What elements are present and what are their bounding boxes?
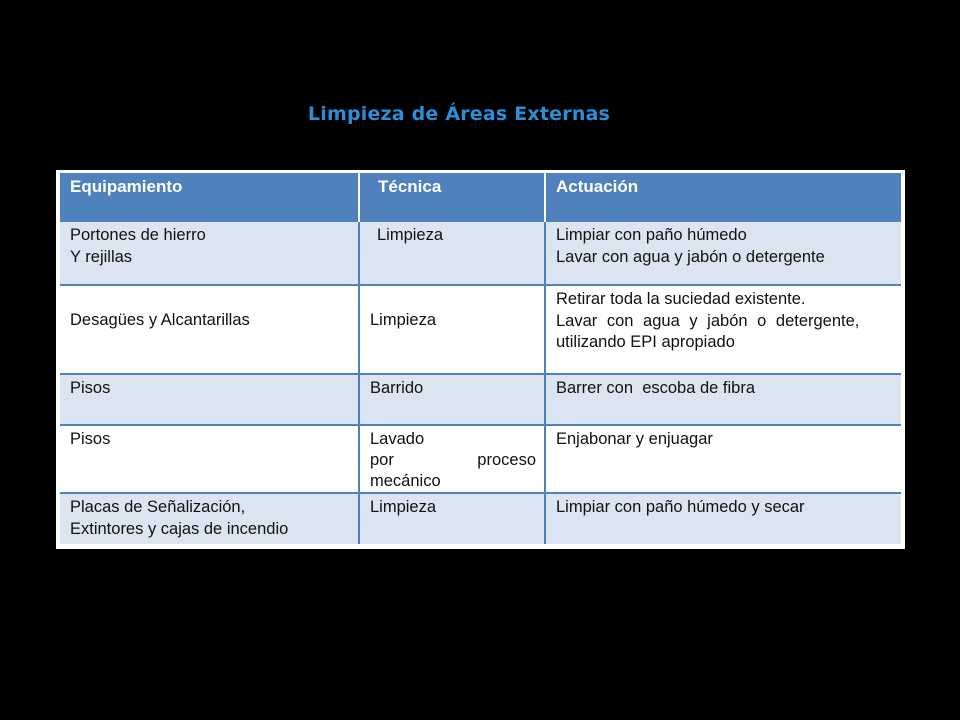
cell-line: Desagües y Alcantarillas — [70, 311, 250, 329]
cell-line: Portones de hierro — [70, 226, 206, 244]
cell-actuacion — [546, 286, 901, 373]
table-row — [60, 426, 901, 494]
cell-line: Barrido — [370, 379, 424, 397]
cell-equipamiento — [60, 286, 358, 373]
cell-line: Pisos — [70, 430, 111, 448]
cell-line: Pisos — [70, 379, 111, 397]
cell-line: Retirar toda la suciedad existente. — [556, 290, 806, 308]
cell-line: Lavado — [370, 430, 425, 448]
cell-equipamiento — [60, 222, 358, 284]
cell-tecnica — [358, 494, 546, 544]
table-header-row — [60, 173, 901, 222]
cell-actuacion — [546, 426, 901, 492]
cell-word: por — [370, 451, 394, 469]
cell-line: Limpiar con paño húmedo y secar — [556, 498, 805, 516]
cell-line: Limpieza — [377, 226, 444, 244]
cell-tecnica — [358, 222, 546, 284]
cell-line: Limpiar con paño húmedo — [556, 226, 747, 244]
cell-actuacion — [546, 222, 901, 284]
table-row — [60, 494, 901, 544]
cell-line: Lavar con agua y jabón o detergente, — [556, 311, 860, 330]
cell-word: proceso — [477, 451, 536, 469]
cell-tecnica — [358, 426, 546, 492]
cell-line: Limpieza — [370, 311, 437, 329]
cell-line: Placas de Señalización, — [70, 498, 246, 516]
cell-line: Y rejillas — [70, 247, 133, 266]
cell-line: utilizando EPI apropiado — [556, 333, 735, 351]
header-actuacion: Actuación — [556, 177, 639, 196]
table-frame — [56, 170, 905, 549]
cleaning-table — [60, 173, 901, 544]
cell-actuacion — [546, 494, 901, 544]
cell-tecnica — [358, 375, 546, 424]
cell-line: mecánico — [370, 472, 441, 490]
table-row — [60, 286, 901, 375]
cell-equipamiento — [60, 426, 358, 492]
cell-equipamiento — [60, 375, 358, 424]
cell-line: Barrer con escoba de fibra — [556, 379, 756, 397]
table-row — [60, 375, 901, 426]
cell-line: Limpieza — [370, 498, 437, 516]
page-title: Limpieza de Áreas Externas — [307, 103, 611, 125]
cell-line-justified — [370, 450, 536, 471]
header-tecnica: Técnica — [358, 173, 546, 222]
cell-line: Enjabonar y enjuagar — [556, 430, 713, 448]
header-equipamiento: Equipamiento — [70, 177, 183, 196]
cell-tecnica — [358, 286, 546, 373]
cell-actuacion — [546, 375, 901, 424]
cell-line-justified — [556, 311, 893, 333]
table-row — [60, 222, 901, 286]
cell-equipamiento — [60, 494, 358, 544]
cell-line: Extintores y cajas de incendio — [70, 519, 289, 538]
cell-line: Lavar con agua y jabón o detergente — [556, 247, 825, 266]
